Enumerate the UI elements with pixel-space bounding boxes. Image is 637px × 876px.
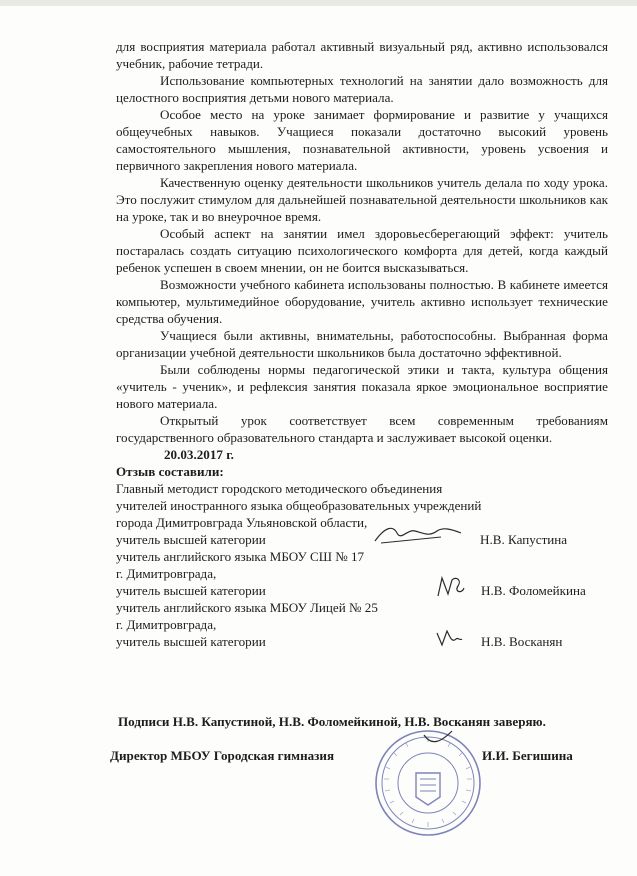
reviewer-2-name: Н.В. Фоломейкина (481, 583, 586, 598)
paragraph-5: Особый аспект на занятии имел здоровьесберегающий эффект: учитель постаралась создать ситуацию психологического комфорта для детей, когда каждый ребенок успешен в своем мнении, он не боится высказываться. (116, 226, 608, 275)
paragraph-1: для восприятия материала работал активный визуальный ряд, активно использовался учебник, рабочие тетради. (116, 39, 608, 71)
reviewer-2-position: учитель английского языка МБОУ СШ № 17 (116, 549, 365, 564)
reviewer-3-category: учитель высшей категории (116, 634, 266, 649)
reviewer-3-name: Н.В. Восканян (481, 634, 563, 649)
review-heading: Отзыв составили: (116, 464, 224, 479)
reviewer-3-city: г. Димитровграда, (116, 617, 217, 632)
signature-icon (434, 627, 464, 649)
paragraph-3: Особое место на уроке занимает формирование и развитие у учащихся общеучебных навыков. Учащиеся показали достаточно высокий уровень самостоятельного мышления, познавательной активности, уровень усвоения и первичного закрепления нового материала. (116, 107, 608, 173)
reviewer-2-category: учитель высшей категории (116, 583, 266, 598)
official-stamp-icon (372, 727, 484, 839)
certification-line: Подписи Н.В. Капустиной, Н.В. Фоломейкиной, Н.В. Восканян заверяю. (118, 714, 546, 729)
reviewer-3-row (116, 633, 608, 650)
paragraph-4: Качественную оценку деятельности школьников учитель делала по ходу урока. Это послужит стимулом для дальнейшей познавательной деятельности школьников как на уроке, так и во внеурочное время. (116, 175, 608, 224)
document-date: 20.03.2017 г. (164, 447, 234, 462)
reviewer-1-name: Н.В. Капустина (480, 532, 568, 547)
director-name: И.И. Бегишина (482, 748, 573, 763)
paragraph-2: Использование компьютерных технологий на занятии дало возможность для целостного восприятия детьми нового материала. (116, 73, 608, 105)
reviewer-1-category: учитель высшей категории (116, 532, 266, 547)
paragraph-9: Открытый урок соответствует всем современным требованиям государственного образовательного стандарта и заслуживает высокой оценки. (116, 413, 608, 445)
reviewer-1-row (116, 531, 608, 548)
scan-edge (0, 0, 637, 6)
review-body (116, 38, 608, 650)
director-line (110, 748, 606, 764)
paragraph-6: Возможности учебного кабинета использованы полностью. В кабинете имеется компьютер, мультимедийное оборудование, учитель активно использует технические средства обучения. (116, 277, 608, 326)
methodist-line-2: учителей иностранного языка общеобразовательных учреждений (116, 498, 482, 513)
signature-icon (371, 521, 466, 549)
reviewer-3-position: учитель английского языка МБОУ Лицей № 25 (116, 600, 378, 615)
paragraph-7: Учащиеся были активны, внимательны, работоспособны. Выбранная форма организации учебной деятельности школьников была достаточно эффективной. (116, 328, 608, 360)
methodist-line-3: города Димитровграда Ульяновской области, (116, 515, 368, 530)
reviewer-2-city: г. Димитровграда, (116, 566, 217, 581)
signature-icon (434, 574, 468, 600)
paragraph-8: Были соблюдены нормы педагогической этики и такта, культура общения «учитель - ученик», и рефлексия занятия показала яркое эмоциональное восприятие нового материала. (116, 362, 608, 411)
methodist-line-1: Главный методист городского методического объединения (116, 481, 443, 496)
reviewer-2-row (116, 582, 608, 599)
director-title: Директор МБОУ Городская гимназия (110, 748, 335, 763)
